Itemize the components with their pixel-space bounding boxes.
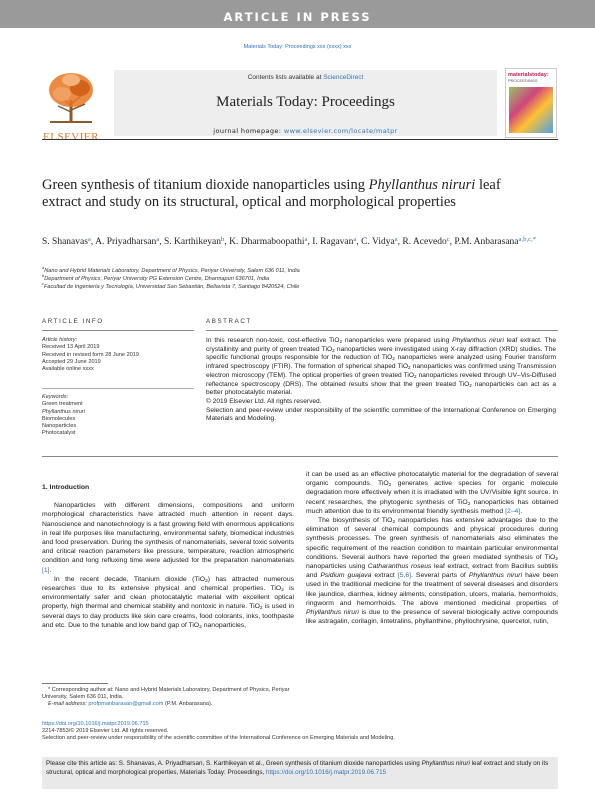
section-heading-introduction: 1. Introduction (42, 484, 90, 491)
header-rule (42, 139, 558, 140)
elsevier-logo[interactable] (40, 66, 102, 143)
history-item: Received 13 April 2019 (42, 344, 100, 351)
affiliation-c: $^c$Facultad de Ingeniería y Tecnología, Universidad San Sebastián, Bellavista 7, Santiago 8420524, Chile (42, 281, 300, 290)
abstract-body (206, 337, 556, 424)
history-label: Article history: (42, 337, 78, 343)
intro-paragraph-2: In the recent decade, Titanium dioxide (TiO$_2$) has attracted numerous researches due to its extensive physical and chemical properties. TiO$_2$ is environmentally safer and clean photocatalytic material with excellent optical property, high thermal and chemical stability and nontoxic in nature. TiO$_2$ is used in several days to day products like skin care creams, food colorants, inks, toothpaste and etc. Due to the tunable and low band gap of TiO$_2$ nanoparticles, (42, 575, 294, 630)
keywords (42, 394, 192, 438)
keyword: Phyllanthus niruri (42, 408, 85, 415)
journal-homepage: journal homepage: www.elsevier.com/locate/matpr (213, 127, 398, 135)
history-item: Accepted 29 June 2019 (42, 358, 101, 365)
intro-paragraph-1: Nanoparticles with different dimensions, compositions and uniform morphological characteristics have attracted much attention in recent days. Nanoscience and nanotechnology is a fast growing field with enormous applications in real life purposes like manufacturing, environmental safety, biomedical industries and food preservation. During the synthesis of nanomaterials, several toxic solvents and critical reaction parameters like pressure, temperature, reaction atmospheric condition and long refluxing time were adjusted for the preparation nanomaterials [1]. (42, 502, 294, 574)
cite-doi-link[interactable]: https://doi.org/10.1016/j.matpr.2019.06.715 (266, 768, 387, 776)
history-item: Received in revised form 28 June 2019 (42, 351, 140, 358)
issn-line: 2214-7853/© 2019 Elsevier Ltd. All rights reserved. (42, 728, 169, 735)
elsevier-wordmark: ELSEVIER (43, 131, 99, 143)
info-rule (42, 330, 194, 331)
abstract-selection: Selection and peer-review under responsibility of the scientific committee of the International Conference on Emerging Materials and Modeling. (206, 406, 556, 423)
author-list: S. Shanavas$^a$, A. Priyadharsan$^a$, S. Karthikeyan$^b$, K. Dharmaboopathi$^a$, I. Ragavan$^a$, C. Vidya$^a$, R. Acevedo$^c$, P.M. Anbarasana$^{a,b,c,*}$ (42, 236, 537, 247)
intro-left-column (42, 483, 294, 630)
journal-title: Materials Today: Proceedings (216, 94, 395, 110)
article-history (42, 337, 192, 373)
keyword: Photocatalyst (42, 430, 76, 437)
homepage-link[interactable]: www.elsevier.com/locate/matpr (283, 127, 398, 135)
elsevier-tree-icon (40, 66, 102, 128)
corresponding-text: * Corresponding author at: Nano and Hybrid Materials Laboratory, Department of Physics, Periyar University, Salem 636 011, India. (42, 687, 290, 701)
cite-this-article-text: Please cite this article as: S. Shanavas, A. Priyadharsan, S. Karthikeyan et al., Green synthesis of titanium dioxide nanoparticles using Phyllanthus niruri leaf extract and study on its structural, optical and morphological properties, Materials Today: Proceedings, https://doi.org/10.1016/j.matpr.2019.06.715 (46, 760, 549, 776)
email-link[interactable]: profpmanbarasan@gmail.com (88, 701, 164, 708)
abstract-text: In this research non-toxic, cost-effective TiO$_2$ nanoparticles were prepared using Phyllanthus niruri leaf extract. The crystallinity and purity of green treated TiO$_2$ nanoparticles were investigated using X-ray diffraction (XRD) studies. The specific functional groups responsible for the reduction of TiO$_2$ nanoparticles were analyzed using Fourier transform infrared spectroscopy (FTIR). The formation of spherical shaped TiO$_2$ nanoparticles was confirmed using Transmission electron microscopy (TEM). The optical properties of green treated TiO$_2$ nanoparticles reveled through UV–Vis-Diffused reflectance spectroscopy (DRS). The obtained results show that the green treated TiO$_2$ nanoparticles can act as a better photocatalytic material. (206, 337, 557, 397)
keyword: Nanoparticles (42, 423, 77, 430)
keyword: Green treatment (42, 401, 83, 408)
intro-paragraph-4: The biosynthesis of TiO$_2$ nanoparticles has extensive advantages due to the elimination of several chemical compounds and physical procedures during synthesis processes. The green synthesis of nanomaterials also eliminates the specific requirement of the reaction condition to maintain particular environmental conditions. Several authors have reported the green mediated synthesis of TiO$_2$ nanoparticles using Catharanthus roseus leaf extract, extract from Bacillus subtilis and Psidium guajava extract [5,6]. Several parts of Phyllanthus niruri have been used in the traditional medicine for the treatment of several diseases and disorders like jaundice, diarrhea, kidney ailments, constipation, ulcers, malaria, hemorrhoids, ringworm and hemorrhoids. The above mentioned medicinal properties of Phyllanthus niruri is due to the presence of several biologically active compounds like astragalin, corilagin, lintetralins, phyllanthine, phyllochrysine, quercetol, rutin, (306, 517, 558, 626)
email-line: E-mail address: profpmanbarasan@gmail.com (P.M. Anbarasana). (48, 701, 213, 708)
doi-block (42, 721, 558, 743)
keywords-label: Keywords: (42, 394, 69, 400)
article-info-heading: ARTICLE INFO (42, 318, 104, 325)
doi-selection-line: Selection and peer-review under responsibility of the scientific committee of the International Conference on Emerging Materials and Modeling. (42, 735, 395, 742)
cover-subtitle: PROCEEDINGS (508, 78, 538, 83)
affiliation-a: $^a$Nano and Hybrid Materials Laboratory, Department of Physics, Periyar University, Salem 636 011, India (42, 265, 300, 274)
affiliation-b: $^b$Department of Physics, Periyar University PG Extension Centre, Dharmapuri 636701, India (42, 273, 270, 282)
article-in-press-banner: ARTICLE IN PRESS (0, 0, 595, 28)
citation-line[interactable]: Materials Today: Proceedings xxx (xxxx) xxx (243, 44, 352, 50)
ref-5-6[interactable]: [5,6] (397, 572, 412, 580)
abstract-rule (206, 330, 558, 331)
doi-link[interactable]: https://doi.org/10.1016/j.matpr.2019.06.715 (42, 721, 149, 727)
abstract-end-rule (42, 456, 558, 457)
corresponding-author-footnote (42, 687, 302, 709)
cover-graphic (509, 87, 553, 133)
intro-right-column (306, 470, 558, 626)
abstract-copyright: © 2019 Elsevier Ltd. All rights reserved. (206, 397, 322, 405)
article-title: Green synthesis of titanium dioxide nanoparticles using Phyllanthus niruri leaf extract and study on its structural, optical and morphological properties (42, 177, 501, 210)
ref-2-4[interactable]: [2–4] (505, 507, 521, 515)
keyword: Biomolecules (42, 415, 76, 422)
history-item: Available online xxxx (42, 366, 94, 373)
footnote-rule (42, 683, 108, 684)
journal-cover[interactable] (505, 68, 557, 138)
cover-title: materialstoday: (508, 72, 549, 78)
contents-line: Contents lists available at ScienceDirect (247, 74, 364, 81)
sciencedirect-link[interactable]: ScienceDirect (323, 74, 364, 81)
abstract-heading: ABSTRACT (206, 318, 252, 325)
keywords-rule (42, 388, 194, 389)
ref-1[interactable]: [1] (42, 566, 50, 574)
intro-paragraph-3: it can be used as an effective photocatalytic material for the degradation of several organic compounds. TiO$_2$ generates active species for organic molecule degradation more effectively when it is irradiated with the UV/Visible light source. In recent researches, the phytogenic synthesis of TiO$_2$ nanoparticles has obtained much attention due to its environmental friendly synthesis method [2–4]. (306, 471, 558, 515)
